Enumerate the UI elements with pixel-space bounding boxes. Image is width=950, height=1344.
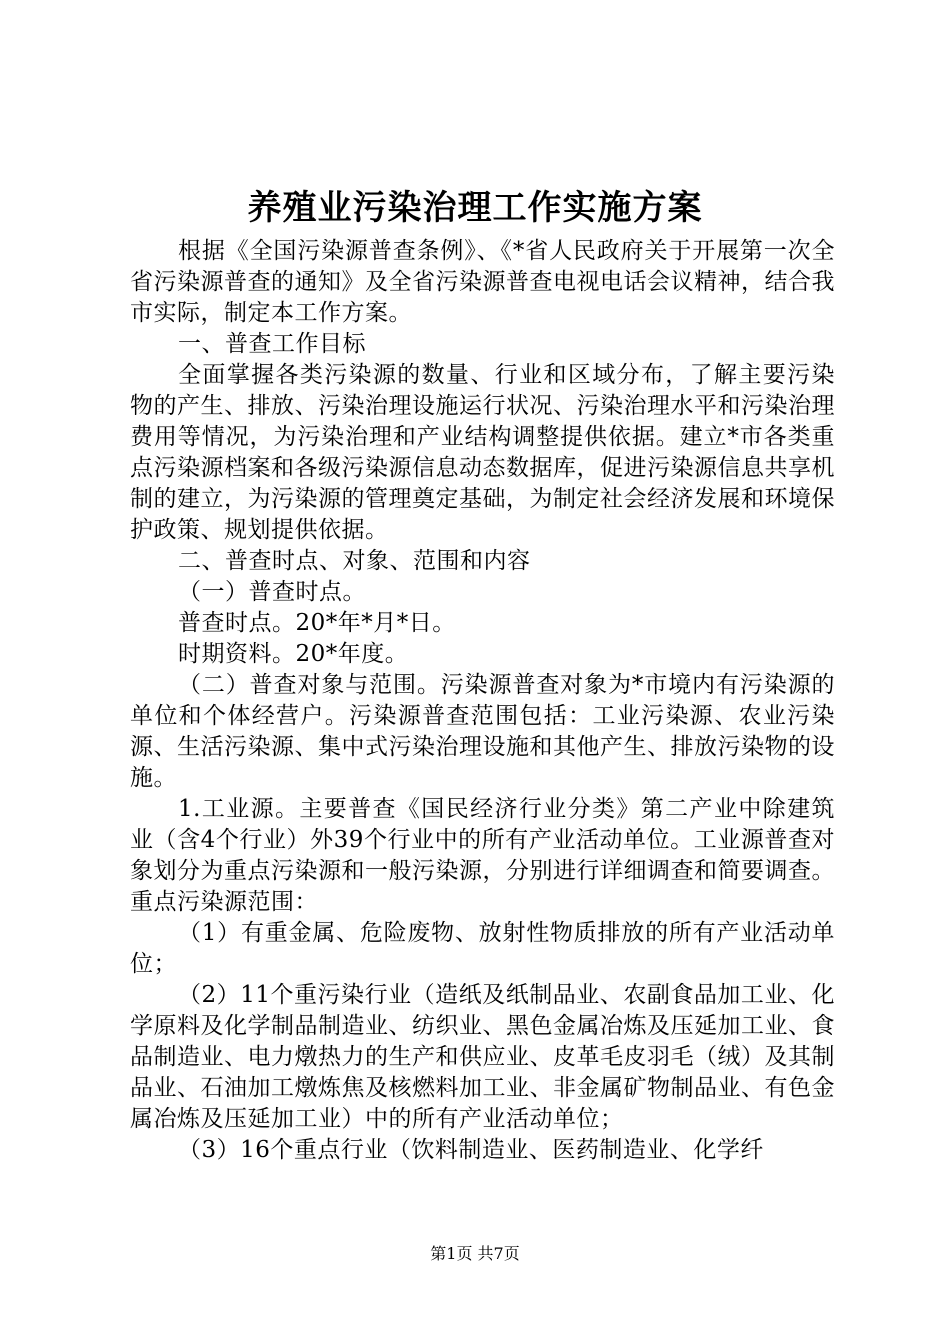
document-title: 养殖业污染治理工作实施方案 [247, 188, 703, 228]
list-item-3: （3）16个重点行业（饮料制造业、医药制造业、化学纤 [178, 1137, 764, 1163]
list-item-1: （1）有重金属、危险废物、放射性物质排放的所有产业活动单位； [130, 920, 835, 977]
heading-section-2: 二、普查时点、对象、范围和内容 [178, 548, 531, 574]
paragraph-time-point: 普查时点。20*年*月*日。 [178, 610, 456, 636]
list-item-2: （2）11个重污染行业（造纸及纸制品业、农副食品加工业、化学原料及化学制品制造业、纺织业、黑色金属冶炼及压延加工业、食品制造业、电力燉热力的生产和供应业、皮革毛皮羽毛（绒）及其制品业、石油加工燉炼焦及核燃料加工业、非金属矿物制品业、有色金属冶炼及压延加工业）中的所有产业活动单位； [130, 982, 835, 1132]
heading-section-1: 一、普查工作目标 [178, 331, 366, 357]
document-body [130, 236, 835, 1166]
paragraph-scope: （二）普查对象与范围。污染源普查对象为*市境内有污染源的单位和个体经营户。污染源普查范围包括：工业污染源、农业污染源、生活污染源、集中式污染治理设施和其他产生、排放污染物的设施。 [130, 672, 835, 791]
paragraph-intro: 根据《全国污染源普查条例》、《*省人民政府关于开展第一次全省污染源普查的通知》及全省污染源普查电视电话会议精神，结合我市实际，制定本工作方案。 [130, 238, 835, 326]
paragraph-goals: 全面掌握各类污染源的数量、行业和区域分布，了解主要污染物的产生、排放、污染治理设施运行状况、污染治理水平和污染治理费用等情况，为污染治理和产业结构调整提供依据。建立*市各类重点污染源档案和各级污染源信息动态数据库，促进污染源信息共享机制的建立，为污染源的管理奠定基础，为制定社会经济发展和环境保护政策、规划提供依据。 [130, 362, 835, 543]
page-footer: 第1页 共7页 [430, 1244, 520, 1263]
subheading-time: （一）普查时点。 [178, 579, 366, 605]
paragraph-period-data: 时期资料。20*年度。 [178, 641, 409, 667]
paragraph-industrial-source: 1.工业源。主要普查《国民经济行业分类》第二产业中除建筑业（含4个行业）外39个行业中的所有产业活动单位。工业源普查对象划分为重点污染源和一般污染源，分别进行详细调查和简要调查。重点污染源范围： [130, 796, 835, 915]
